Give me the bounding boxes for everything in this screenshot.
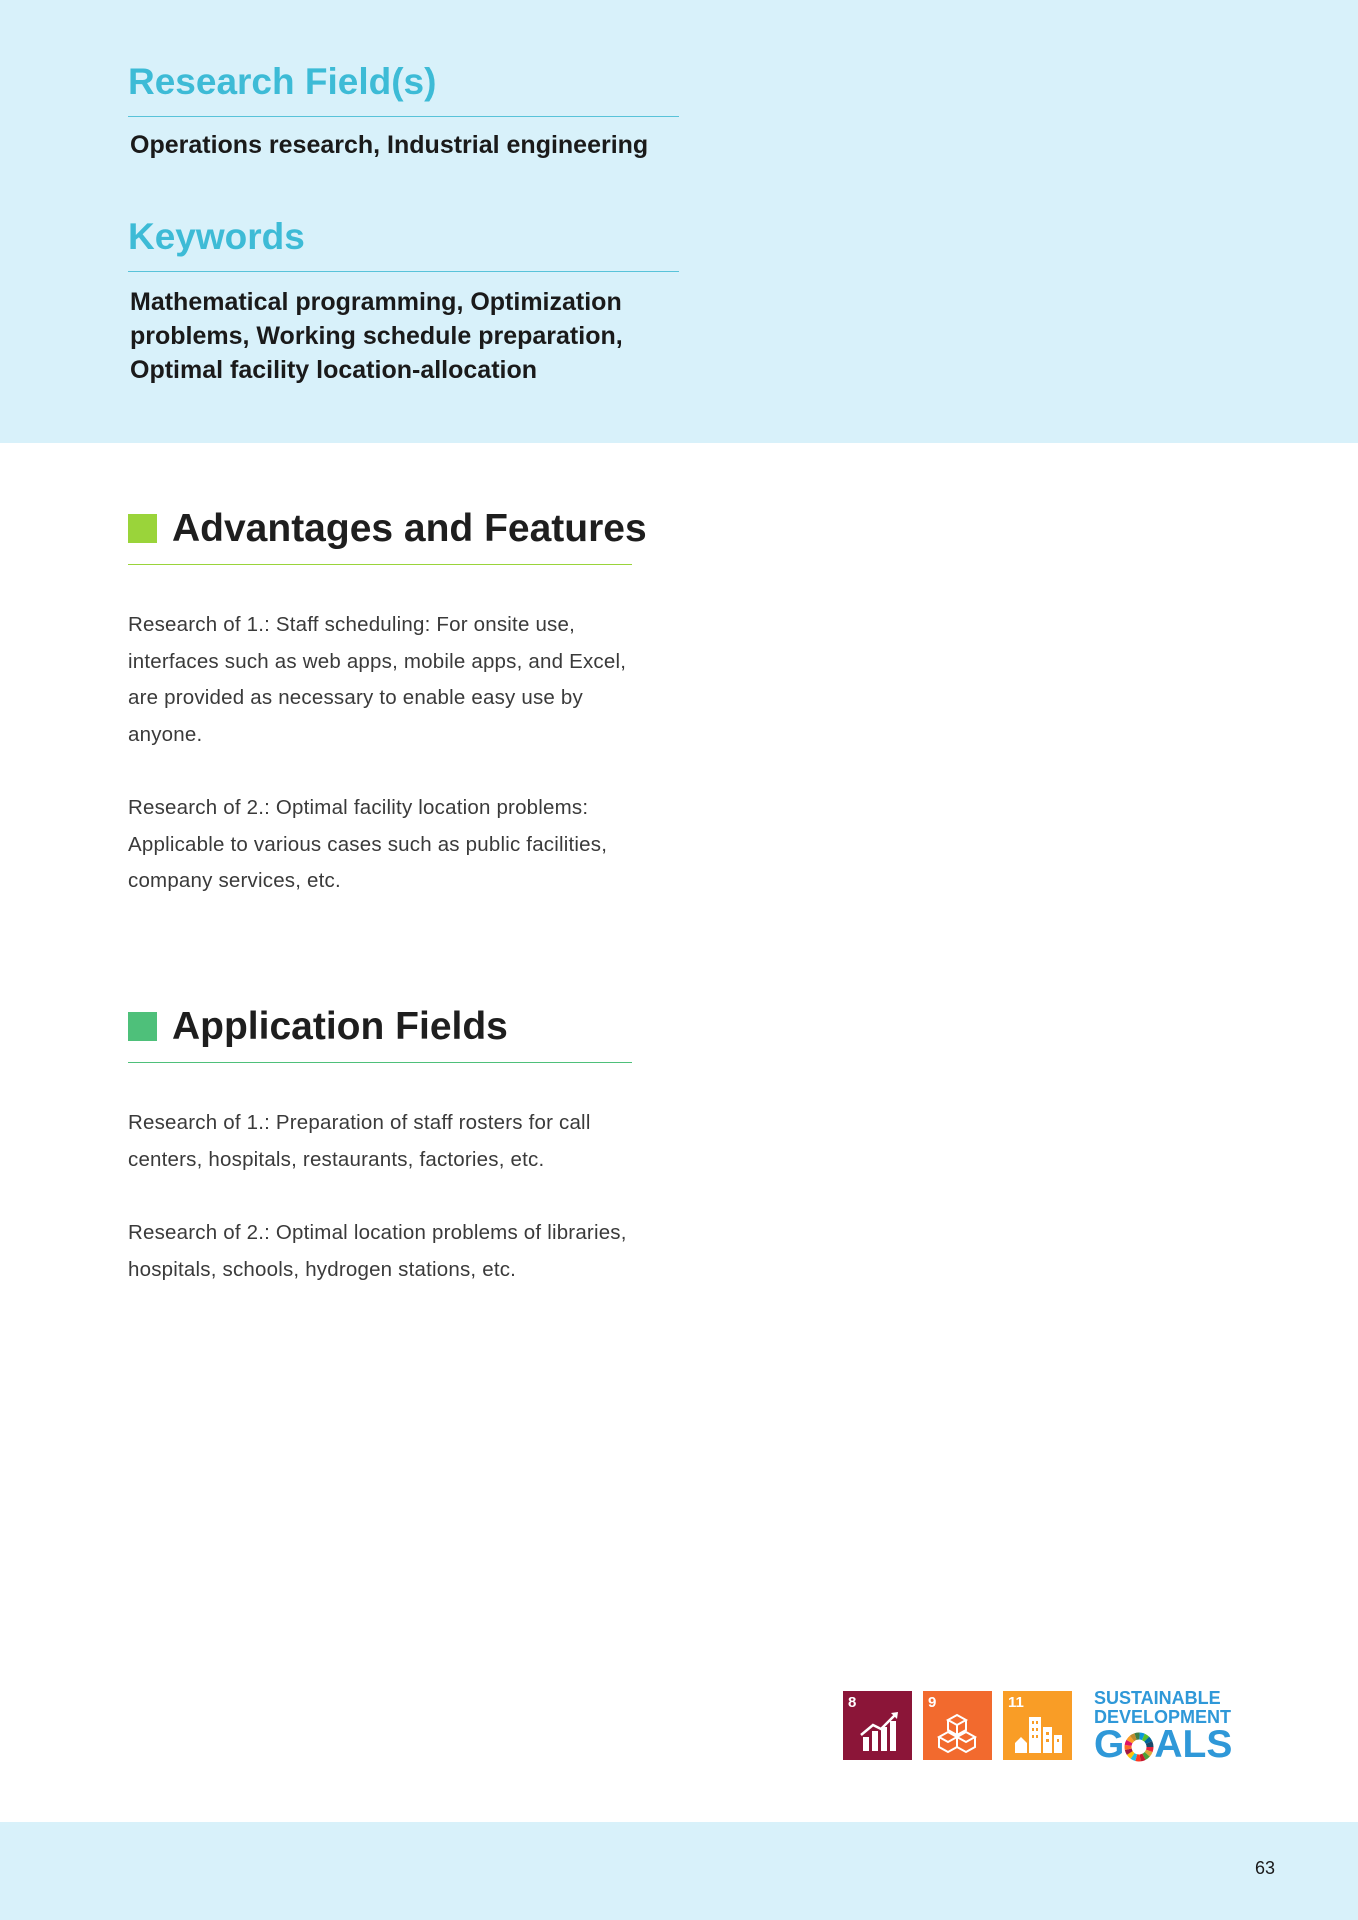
text-line: Research of 1.: Preparation of staff rosters for call [128, 1111, 591, 1134]
keywords-line: problems, Working schedule preparation, [130, 322, 623, 350]
sdg-logo-line1: SUSTAINABLE [1094, 1688, 1221, 1708]
applications-paragraph-2 [128, 1215, 634, 1288]
advantages-header [128, 501, 647, 557]
keywords-body [130, 285, 690, 387]
advantages-square-icon [128, 514, 157, 543]
sdg-9-icon [923, 1691, 992, 1760]
text-line: company services, etc. [128, 869, 341, 893]
applications-rule [128, 1062, 632, 1063]
applications-square-icon [128, 1012, 157, 1041]
text-line: anyone. [128, 722, 203, 746]
advantages-title: Advantages and Features [172, 507, 647, 550]
goals-letters-als: ALS [1154, 1723, 1233, 1766]
keywords-rule [128, 271, 679, 272]
goals-letter-g: G [1094, 1723, 1125, 1766]
text-line: Research of 1.: Staff scheduling: For onsite use, [128, 613, 575, 636]
sdg-11-icon [1003, 1691, 1072, 1760]
keywords-line: Mathematical programming, Optimization [130, 288, 622, 316]
sdg-number: 9 [928, 1694, 937, 1711]
text-line: are provided as necessary to enable easy use by [128, 686, 583, 710]
sdg-number: 11 [1008, 1694, 1024, 1711]
research-fields-heading: Research Field(s) [128, 61, 437, 102]
text-line: centers, hospitals, restaurants, factories, etc. [128, 1147, 545, 1171]
text-line: hospitals, schools, hydrogen stations, etc. [128, 1257, 517, 1281]
sdg-wheel-icon [1124, 1732, 1154, 1762]
text-line: Applicable to various cases such as public facilities, [128, 832, 608, 856]
footer-band [0, 1822, 1358, 1920]
text-line: interfaces such as web apps, mobile apps, and Excel, [128, 649, 627, 673]
sdg-logo-text [1094, 1689, 1234, 1727]
advantages-paragraph-2 [128, 790, 634, 900]
text-line: Research of 2.: Optimal location problems of libraries, [128, 1221, 627, 1244]
sdg-goals-wordmark [1094, 1723, 1233, 1766]
research-fields-body: Operations research, Industrial engineering [130, 131, 649, 159]
applications-title: Application Fields [172, 1005, 508, 1048]
applications-header [128, 999, 632, 1055]
keywords-heading: Keywords [128, 216, 305, 257]
advantages-paragraph-1 [128, 607, 634, 753]
sdg-logo-line2: DEVELOPMENT [1094, 1707, 1232, 1727]
applications-paragraph-1 [128, 1105, 634, 1178]
page-number: 63 [1254, 1858, 1276, 1878]
keywords-line: Optimal facility location-allocation [130, 356, 538, 384]
research-fields-rule [128, 116, 679, 117]
text-line: Research of 2.: Optimal facility location problems: [128, 796, 589, 819]
decent-work-growth-chart-icon [843, 1691, 912, 1760]
industry-innovation-cubes-icon [923, 1691, 992, 1760]
advantages-rule [128, 564, 632, 565]
sdg-number: 8 [848, 1694, 857, 1711]
sdg-8-icon [843, 1691, 912, 1760]
sustainable-cities-buildings-icon [1003, 1691, 1072, 1760]
